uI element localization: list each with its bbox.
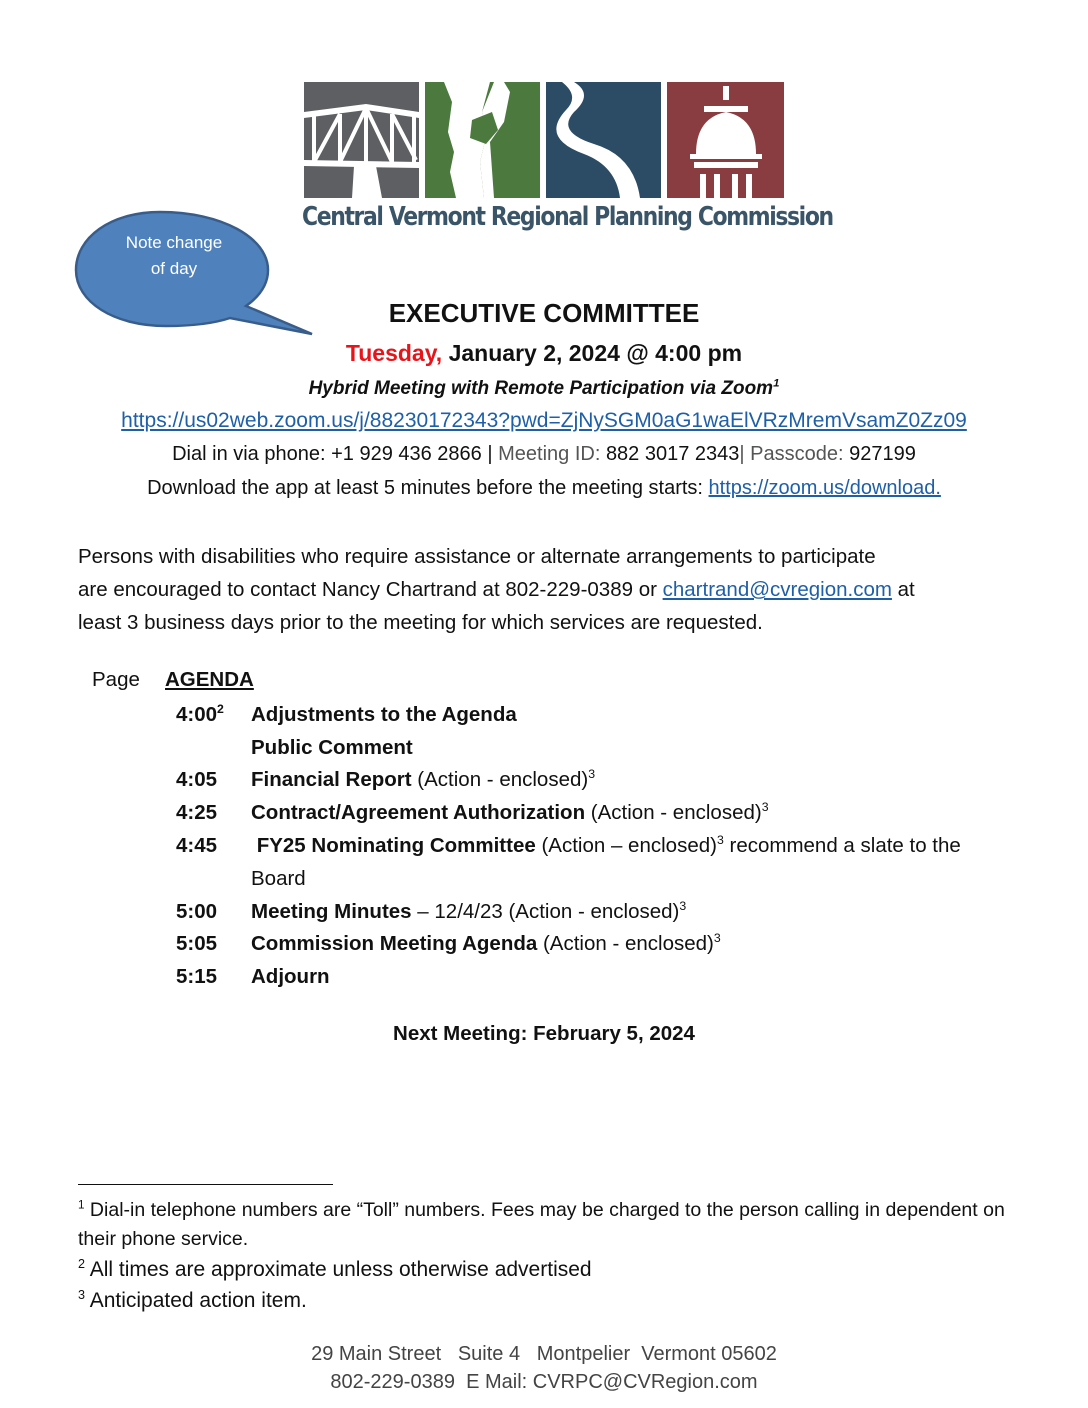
download-text: Download the app at least 5 minutes before the meeting starts: <box>147 477 709 499</box>
agenda-heading: AGENDA <box>165 668 254 691</box>
hybrid-meeting-note <box>0 378 1088 400</box>
passcode-label: Passcode: <box>750 443 850 465</box>
zoom-link-line <box>0 409 1088 433</box>
meeting-day: Tuesday, <box>345 340 443 366</box>
notice-text: are encouraged to contact Nancy Chartrand at 802-229-0389 or <box>78 578 663 601</box>
footnote-ref: 3 <box>588 767 596 782</box>
callout-text <box>94 230 254 282</box>
zoom-download-link[interactable]: https://zoom.us/download. <box>708 477 941 499</box>
footnote-ref: 2 <box>217 702 224 717</box>
agenda-title: Financial Report (Action - enclosed)$^3$ <box>251 767 596 791</box>
meeting-id-label: Meeting ID: <box>498 443 606 465</box>
meeting-date <box>0 340 1088 367</box>
agenda-title: FY25 Nominating Committee (Action – enclosed)$^3$ recommend a slate to the Board <box>251 833 961 890</box>
zoom-meeting-link[interactable]: https://us02web.zoom.us/j/88230172343?pwd=ZjNySGM0aG1waElVRzMremVsamZ0Zz09 <box>121 409 967 432</box>
dial-in-info <box>0 443 1088 466</box>
address-line-1: 29 Main Street Suite 4 Montpelier Vermont 05602 <box>311 1343 777 1365</box>
agenda-title: Adjustments to the Agenda <box>251 703 517 726</box>
agenda-title: Meeting Minutes – 12/4/23 (Action - enclosed)$^3$ <box>251 899 687 923</box>
contact-email-link[interactable]: chartrand@cvregion.com <box>662 578 892 601</box>
bridge-icon <box>304 82 419 198</box>
passcode: 927199 <box>849 443 916 465</box>
agenda-title: Adjourn <box>251 965 330 988</box>
river-icon <box>546 82 661 198</box>
hybrid-text: Hybrid Meeting with Remote Participation via Zoom <box>308 378 774 399</box>
notice-line-2 <box>78 573 1038 606</box>
callout-line-2: of day <box>150 259 198 278</box>
footnote-ref: 1 <box>773 377 780 390</box>
footnote-ref: 3 <box>713 931 721 946</box>
organization-name: Central Vermont Regional Planning Commission <box>302 202 833 232</box>
organization-address <box>0 1340 1088 1396</box>
agenda-time: 5:15 <box>176 965 218 988</box>
agenda-time: $4:00^2$ <box>176 702 224 726</box>
capitol-dome-icon <box>667 82 784 198</box>
agenda-time: 4:45 <box>176 834 218 857</box>
next-meeting: Next Meeting: February 5, 2024 <box>393 1022 695 1045</box>
address-line-2: 802-229-0389 E Mail: CVRPC@CVRegion.com <box>330 1371 758 1393</box>
notice-line-3: least 3 business days prior to the meeting for which services are requested. <box>78 611 763 634</box>
separator: | <box>739 443 751 465</box>
footnote-ref: 3 <box>716 833 724 848</box>
callout-line-1: Note change <box>125 233 223 252</box>
accessibility-notice <box>78 540 1038 639</box>
meeting-id: 882 3017 2343 <box>605 443 740 465</box>
page-column-label: Page <box>92 668 140 691</box>
agenda-header <box>92 668 254 692</box>
footnote-3: $^3$ Anticipated action item. <box>78 1288 307 1312</box>
agenda-title: Commission Meeting Agenda (Action - enclosed)$^3$ <box>251 931 721 955</box>
notice-text: at <box>891 578 915 601</box>
footnote-ref: 3 <box>761 800 769 815</box>
agenda-time: 5:00 <box>176 900 218 923</box>
notice-line-1: Persons with disabilities who require assistance or alternate arrangements to participate <box>78 545 876 568</box>
page-title: EXECUTIVE COMMITTEE <box>388 298 700 328</box>
agenda-time: 4:05 <box>176 768 218 791</box>
footnote-ref: 3 <box>679 899 687 914</box>
footnote-divider <box>78 1184 333 1185</box>
agenda-time: 4:25 <box>176 801 218 824</box>
download-instructions <box>0 477 1088 500</box>
footnotes <box>78 1196 1038 1316</box>
vermont-map-icon <box>425 82 540 198</box>
footnote-1: $^1$ Dial-in telephone numbers are “Toll” numbers. Fees may be charged to the person calling in dependent on their phone service. <box>78 1198 1005 1250</box>
agenda-title: Contract/Agreement Authorization (Action - enclosed)$^3$ <box>251 800 769 824</box>
cvrpc-logo <box>304 82 784 198</box>
agenda-time: 5:05 <box>176 932 218 955</box>
dial-in-phone: Dial in via phone: +1 929 436 2866 | <box>172 443 499 465</box>
meeting-date-time: January 2, 2024 @ 4:00 pm <box>442 340 743 366</box>
agenda-title: Public Comment <box>251 736 413 759</box>
footnote-2: $^2$ All times are approximate unless otherwise advertised <box>78 1257 592 1281</box>
